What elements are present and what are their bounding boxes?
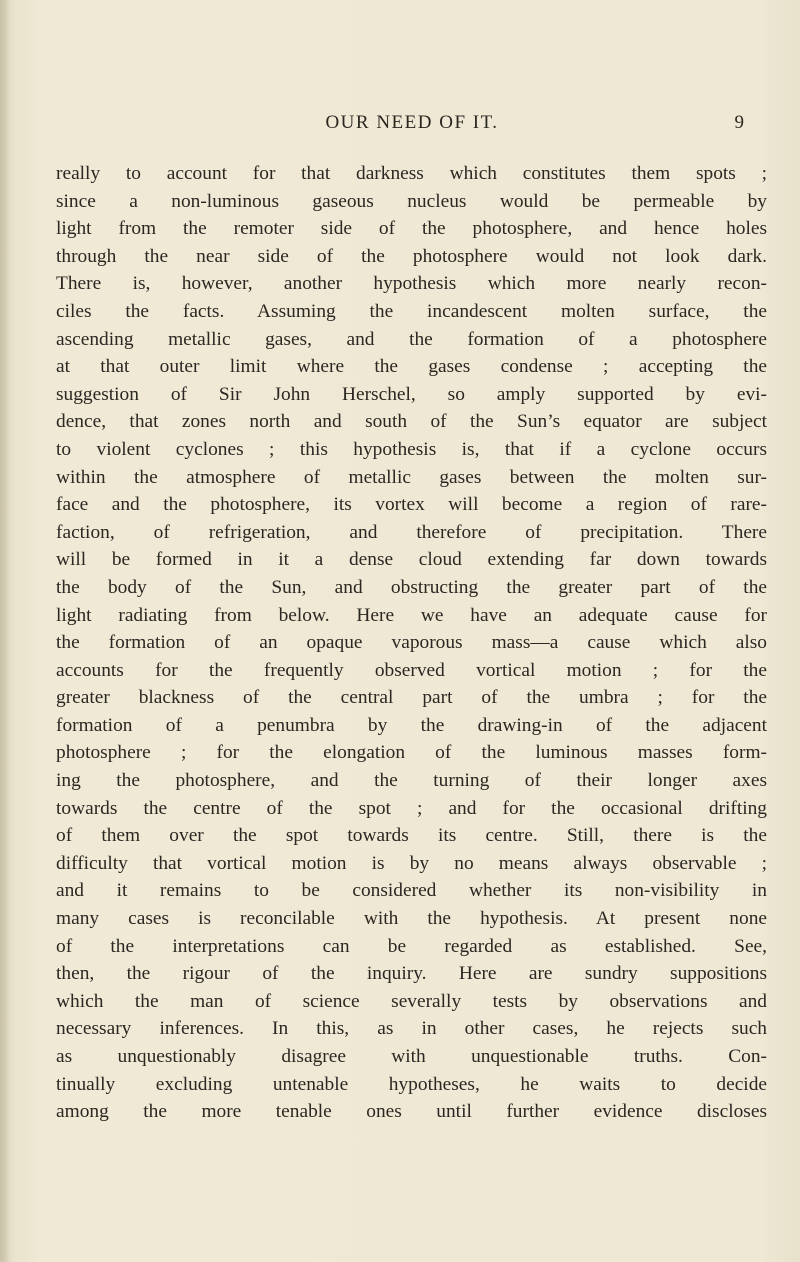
text-line: suggestion of Sir John Herschel, so amply supported by evi- (56, 383, 767, 405)
text-line: of the interpretations can be regarded as established. See, (56, 935, 767, 957)
text-line: within the atmosphere of metallic gases between the molten sur- (56, 466, 767, 488)
text-line: greater blackness of the central part of the umbra ; for the (56, 687, 767, 709)
text-line: and it remains to be considered whether its non-visibility in (56, 880, 767, 902)
text-line: really to account for that darkness which constitutes them spots ; (56, 163, 767, 184)
text-line: faction, of refrigeration, and therefore of precipitation. There (56, 521, 767, 543)
text-line: necessary inferences. In this, as in other cases, he rejects such (56, 1018, 767, 1040)
text-line: dence, that zones north and south of the Sun’s equator are subject (56, 411, 767, 433)
text-line: the formation of an opaque vaporous mass—a cause which also (56, 632, 767, 654)
text-line: to violent cyclones ; this hypothesis is, that if a cyclone occurs (56, 438, 767, 460)
text-line: light from the remoter side of the photosphere, and hence holes (56, 218, 767, 240)
text-line: accounts for the frequently observed vortical motion ; for the (56, 659, 767, 681)
text-line: the body of the Sun, and obstructing the greater part of the (56, 576, 767, 598)
text-line: as unquestionably disagree with unquestionable truths. Con- (56, 1046, 767, 1067)
text-line: which the man of science severally tests by observations and (56, 990, 767, 1012)
text-line: face and the photosphere, its vortex will become a region of rare- (56, 494, 767, 516)
text-line: many cases is reconcilable with the hypothesis. At present none (56, 908, 767, 930)
text-line: ascending metallic gases, and the formation of a photosphere (56, 328, 767, 350)
text-line: of them over the spot towards its centre. Still, there is the (56, 825, 767, 847)
page-number: 9 (734, 112, 744, 133)
body-paragraph (56, 160, 767, 1126)
running-head: OUR NEED OF IT. (325, 112, 499, 133)
text-line: will be formed in it a dense cloud extending far down towards (56, 549, 767, 571)
page-header (0, 112, 800, 142)
text-line: among the more tenable ones until further evidence discloses (56, 1101, 767, 1123)
text-line: towards the centre of the spot ; and for the occasional drifting (56, 797, 767, 819)
text-line: at that outer limit where the gases condense ; accepting the (56, 356, 767, 378)
text-line: There is, however, another hypothesis which more nearly recon- (56, 273, 767, 295)
text-line: formation of a penumbra by the drawing-in of the adjacent (56, 714, 767, 736)
text-line: tinually excluding untenable hypotheses, he waits to decide (56, 1073, 767, 1095)
text-line: photosphere ; for the elongation of the luminous masses form- (56, 742, 767, 764)
gutter-shadow (0, 0, 10, 1262)
text-line: ciles the facts. Assuming the incandescent molten surface, the (56, 300, 767, 322)
text-line: then, the rigour of the inquiry. Here are sundry suppositions (56, 963, 767, 985)
text-line: ing the photosphere, and the turning of their longer axes (56, 770, 767, 792)
text-line: since a non-luminous gaseous nucleus would be permeable by (56, 190, 767, 212)
text-line: through the near side of the photosphere would not look dark. (56, 245, 767, 267)
text-line: light radiating from below. Here we have an adequate cause for (56, 604, 767, 626)
text-line: difficulty that vortical motion is by no means always observable ; (56, 852, 767, 874)
